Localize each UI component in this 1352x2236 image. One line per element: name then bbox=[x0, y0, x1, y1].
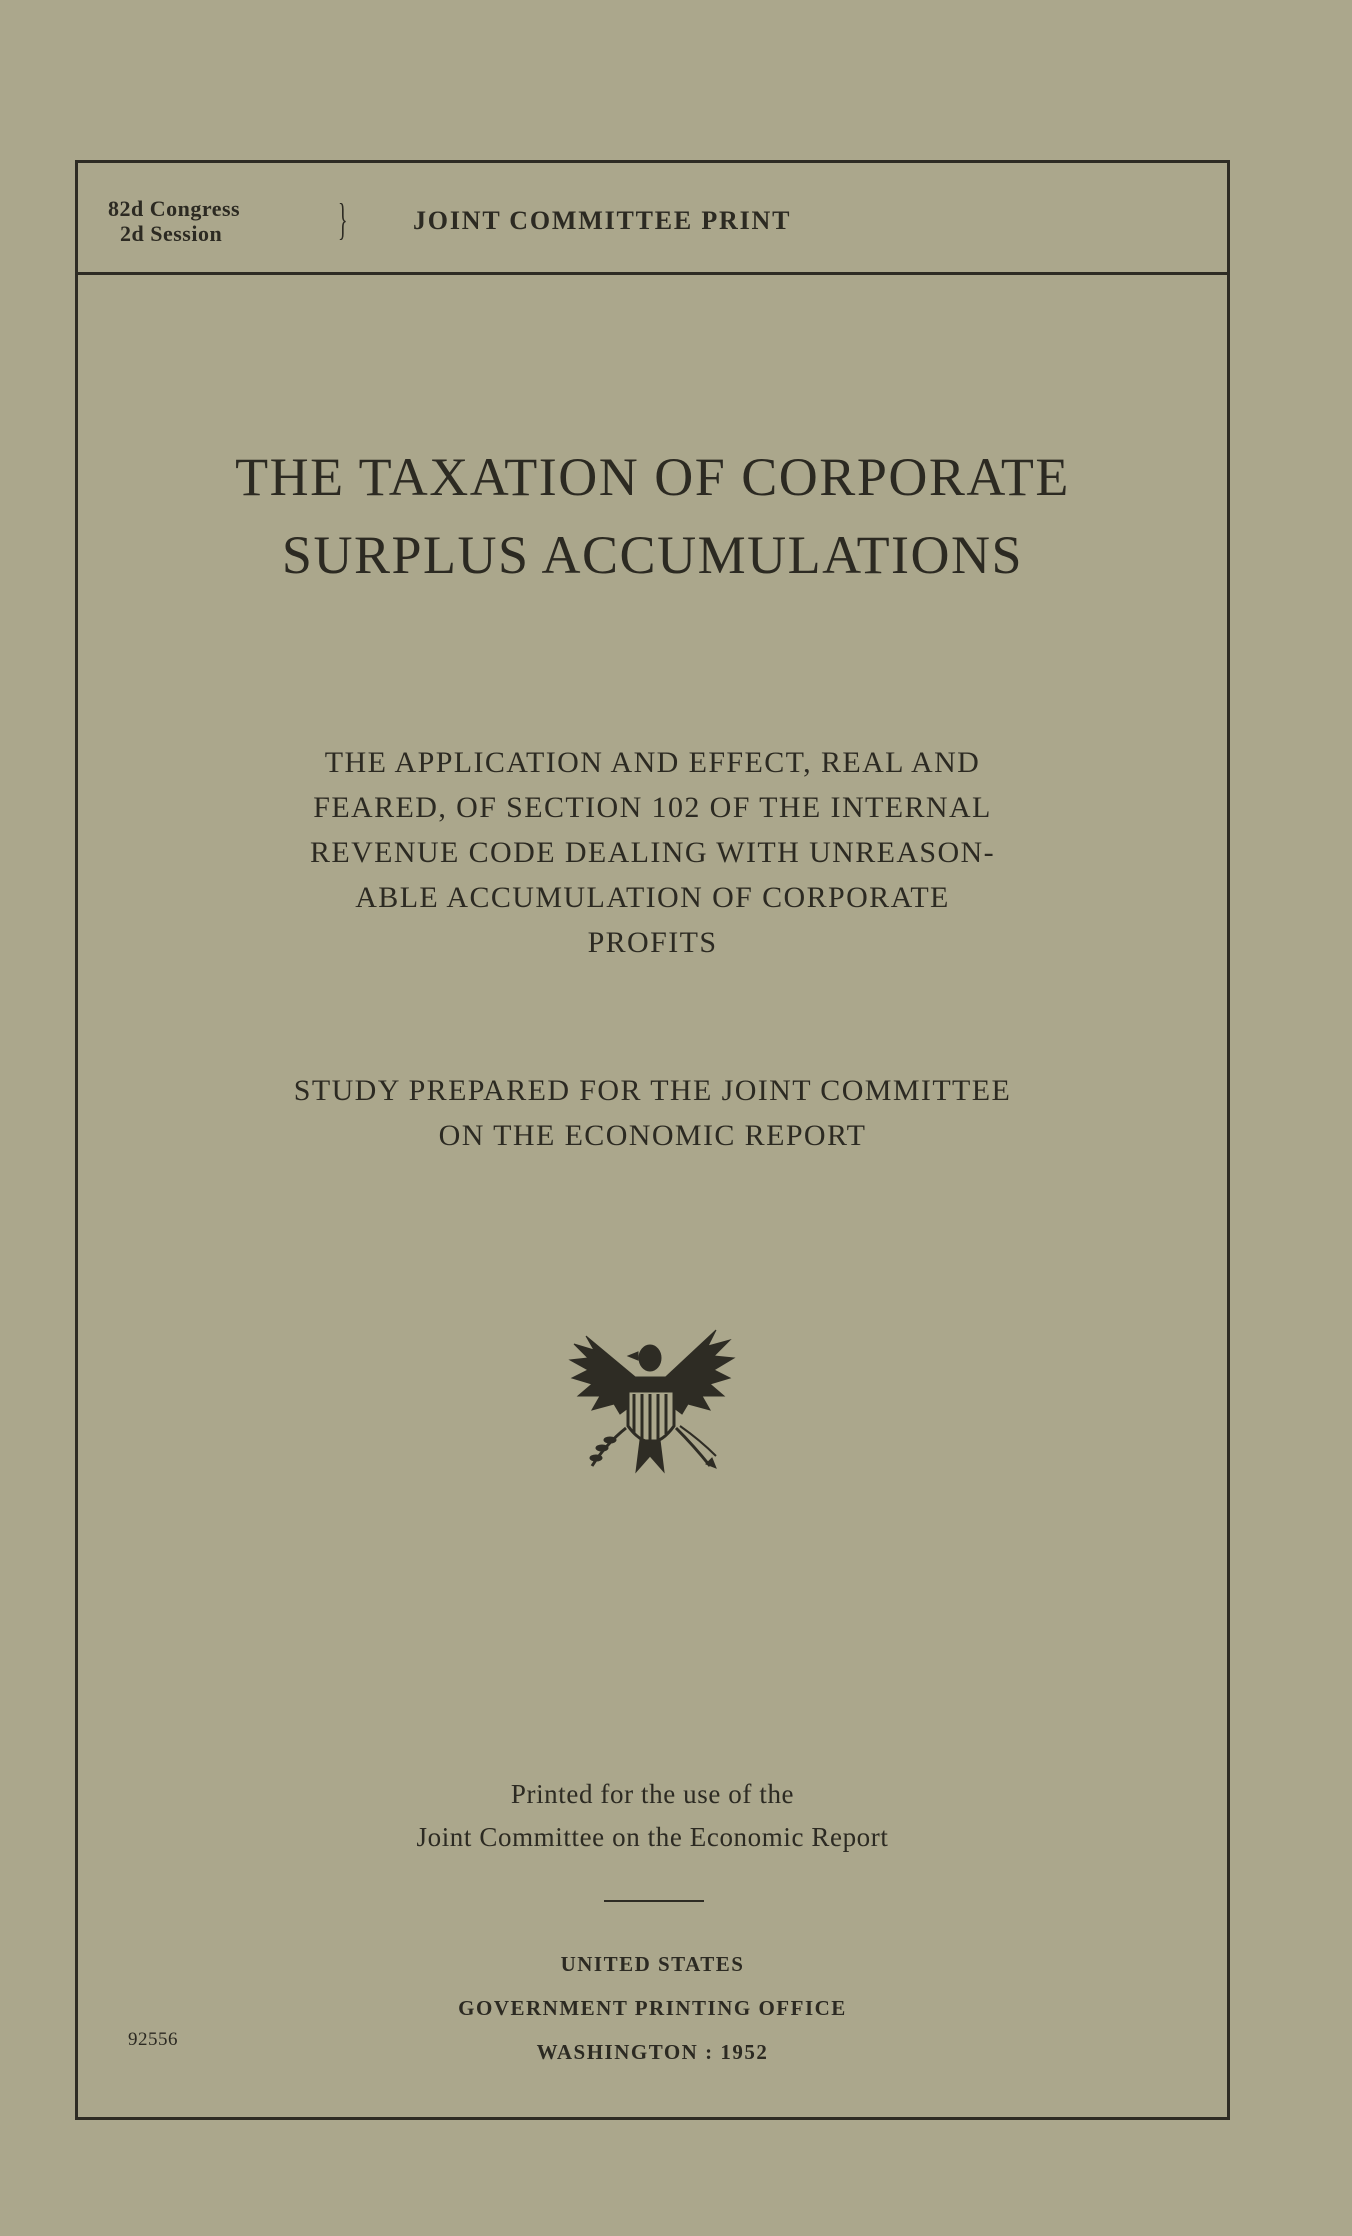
subtitle-line-3: REVENUE CODE DEALING WITH UNREASON- bbox=[309, 836, 996, 869]
document-title bbox=[75, 438, 1230, 594]
subtitle-line-5: PROFITS bbox=[587, 926, 718, 959]
study-statement bbox=[75, 1068, 1230, 1158]
study-line-2: ON THE ECONOMIC REPORT bbox=[438, 1119, 867, 1152]
publisher-imprint bbox=[75, 1942, 1230, 2074]
eagle-seal-icon bbox=[566, 1316, 736, 1476]
title-line-1: THE TAXATION OF CORPORATE bbox=[235, 447, 1070, 507]
header-divider bbox=[75, 272, 1230, 275]
printed-for-line-2: Joint Committee on the Economic Report bbox=[416, 1822, 889, 1852]
subtitle-line-4: ABLE ACCUMULATION OF CORPORATE bbox=[355, 881, 950, 914]
job-number: 92556 bbox=[128, 2029, 178, 2050]
publisher-line-2: GOVERNMENT PRINTING OFFICE bbox=[458, 1996, 847, 2020]
print-type-label: JOINT COMMITTEE PRINT bbox=[413, 206, 792, 235]
study-line-1: STUDY PREPARED FOR THE JOINT COMMITTEE bbox=[293, 1074, 1012, 1107]
printed-for-line-1: Printed for the use of the bbox=[510, 1779, 795, 1809]
publisher-line-3: WASHINGTON : 1952 bbox=[536, 2040, 769, 2064]
publisher-line-1: UNITED STATES bbox=[560, 1952, 745, 1976]
document-subtitle bbox=[75, 740, 1230, 965]
short-divider bbox=[604, 1900, 704, 1902]
bracket-glyph: } bbox=[338, 195, 348, 244]
subtitle-line-2: FEARED, OF SECTION 102 OF THE INTERNAL bbox=[313, 791, 992, 824]
congress-label: 82d Congress bbox=[108, 196, 241, 221]
session-label: 2d Session bbox=[120, 221, 223, 246]
title-line-2: SURPLUS ACCUMULATIONS bbox=[281, 525, 1024, 585]
congress-session-block bbox=[108, 196, 240, 246]
printed-for-statement bbox=[75, 1773, 1230, 1859]
subtitle-line-1: THE APPLICATION AND EFFECT, REAL AND bbox=[324, 746, 981, 779]
